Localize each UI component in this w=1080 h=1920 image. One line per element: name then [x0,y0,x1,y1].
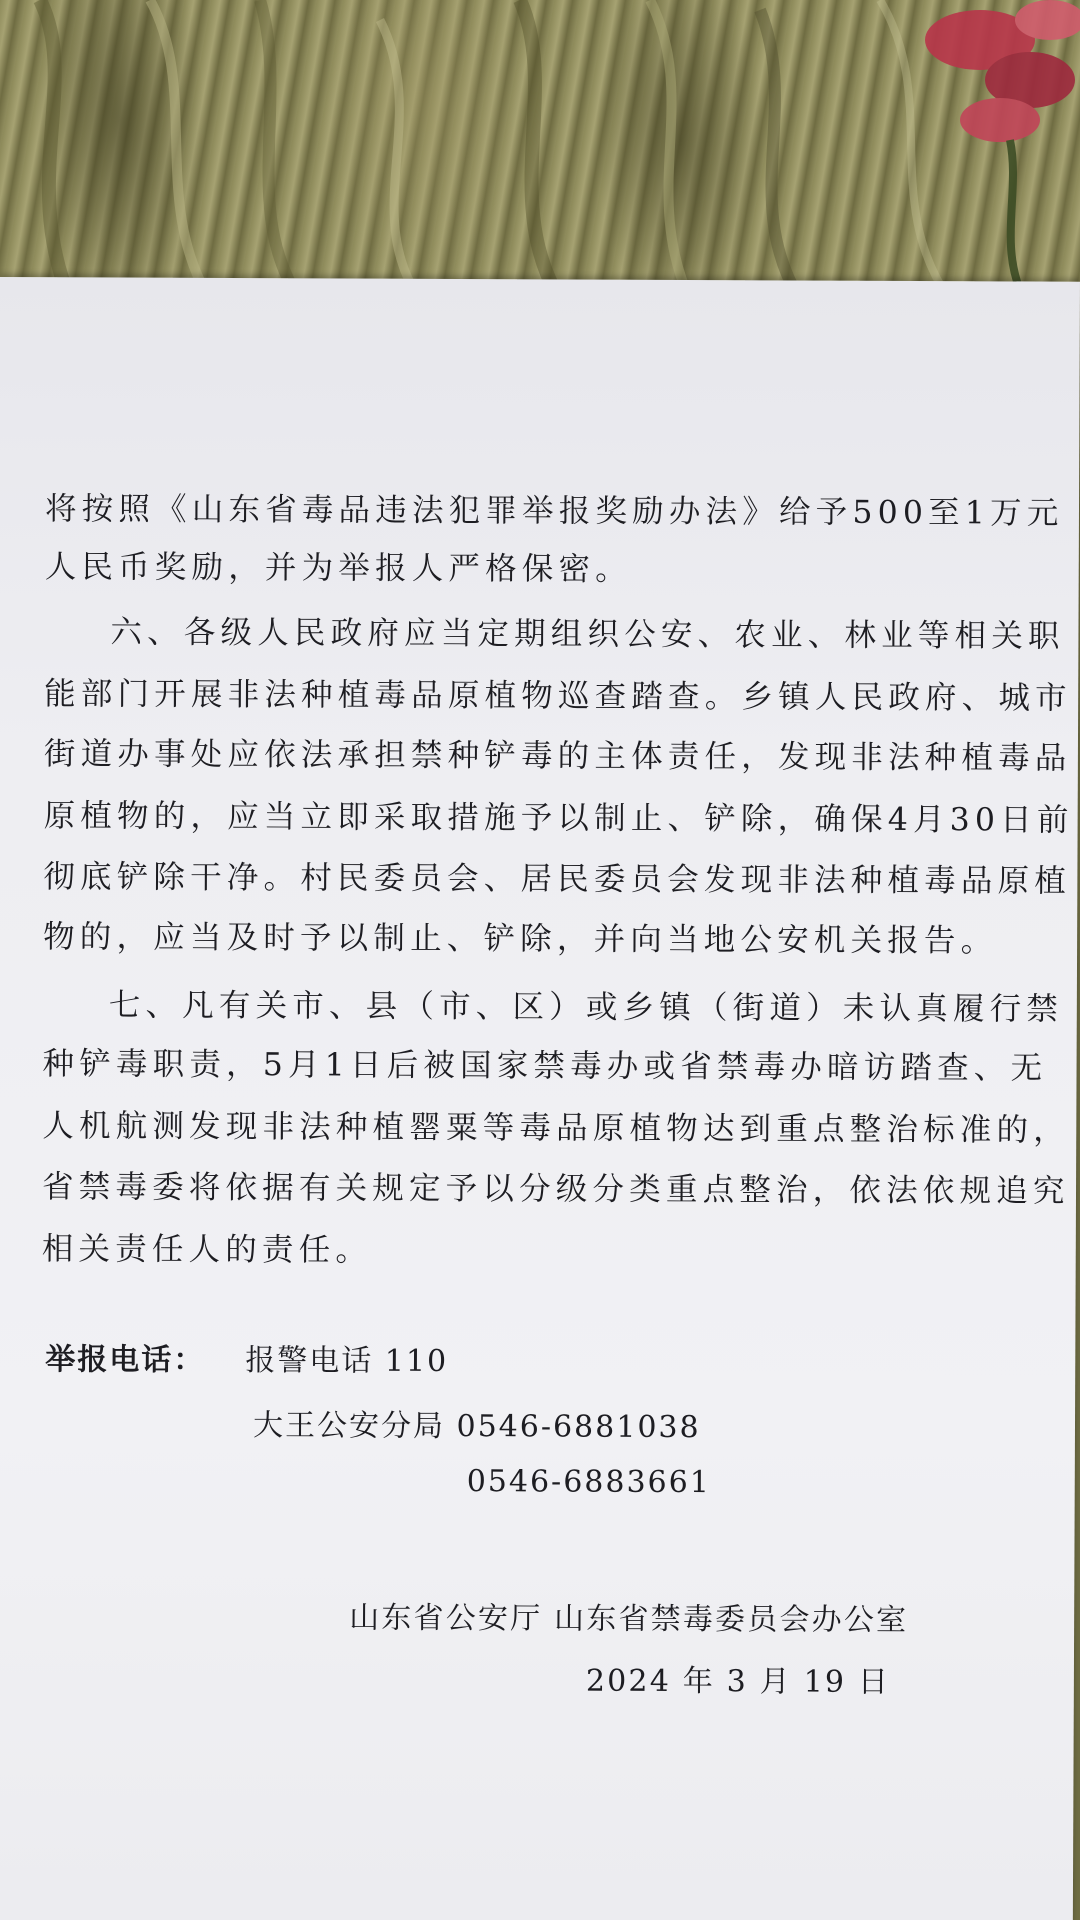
body-line-1: 将按照《山东省毒品违法犯罪举报奖励办法》给予500至1万元 [44,491,1064,532]
fabric-pattern [0,0,1080,300]
report-phone-police: 报警电话 110 [245,1343,449,1379]
red-flower-decoration [925,0,1080,290]
body-line-7: 彻底铲除干净。村民委员会、居民委员会发现非法种植毒品原植 [43,859,1072,900]
body-line-9: 七、凡有关市、县（市、区）或乡镇（街道）未认真履行禁 [108,987,1064,1028]
body-line-10: 种铲毒职责，5月1日后被国家禁毒办或省禁毒办暗访踏查、无 [42,1046,1048,1087]
issue-date: 2024 年 3 月 19 日 [585,1663,891,1700]
body-line-13: 相关责任人的责任。 [41,1231,373,1269]
body-line-2: 人民币奖励，并为举报人严格保密。 [44,549,633,588]
body-line-5: 街道办事处应依法承担禁种铲毒的主体责任，发现非法种植毒品 [43,736,1072,777]
body-line-12: 省禁毒委将依据有关规定予以分级分类重点整治，依法依规追究 [41,1169,1070,1210]
body-line-4: 能部门开展非法种植毒品原植物巡查踏查。乡镇人民政府、城市 [44,676,1072,717]
report-phone-second: 0546-6883661 [466,1464,711,1501]
document-page [0,277,1080,1920]
body-line-11: 人机航测发现非法种植罂粟等毒品原植物达到重点整治标准的， [42,1108,1070,1149]
report-phone-label: 举报电话： [45,1342,206,1378]
body-line-8: 物的，应当及时予以制止、铲除，并向当地公安机关报告。 [43,919,998,960]
body-line-3: 六、各级人民政府应当定期组织公安、农业、林业等相关职 [110,614,1065,655]
report-phone-dawang: 大王公安分局 0546-6881038 [252,1408,701,1446]
body-line-6: 原植物的，应当立即采取措施予以制止、铲除，确保4月30日前 [43,798,1074,839]
issuing-authorities: 山东省公安厅 山东省禁毒委员会办公室 [349,1600,909,1638]
